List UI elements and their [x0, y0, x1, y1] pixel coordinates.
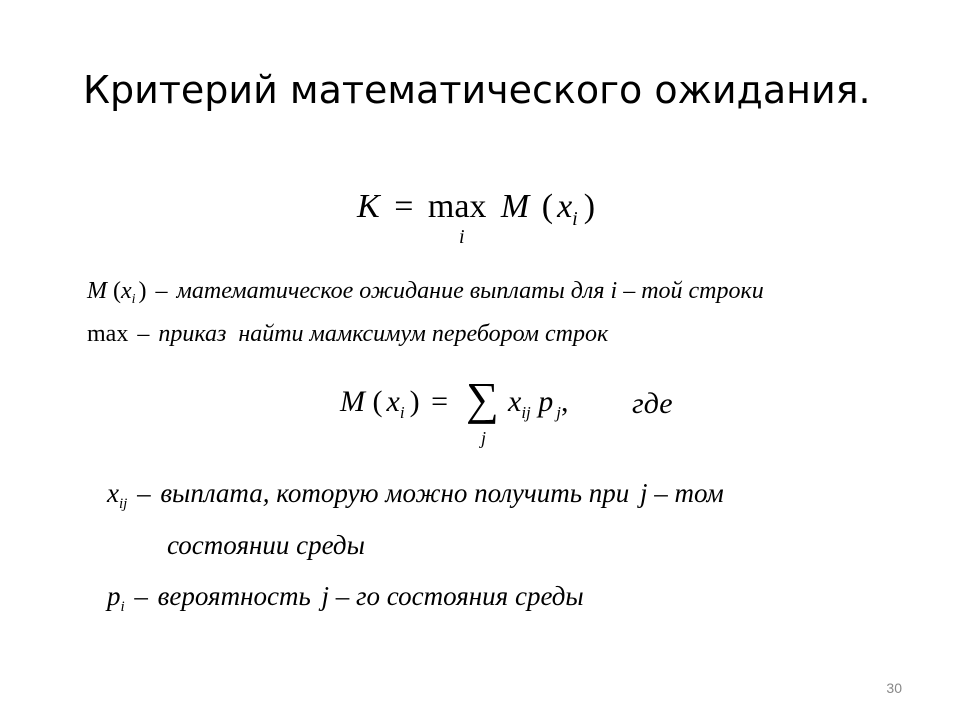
formula-x: x: [557, 188, 573, 225]
line1-m: M: [87, 278, 107, 304]
def1-text-c: состоянии среды: [167, 530, 365, 560]
page-number: 30: [886, 680, 902, 696]
definition-expectation-line: [87, 278, 764, 305]
line1-dash2: –: [623, 278, 636, 304]
def2-j: j: [321, 581, 329, 611]
def1-text-a: выплата, которую можно получить при: [160, 478, 630, 508]
line1-text-b: той строки: [641, 278, 764, 304]
formula2-rparen: ): [409, 385, 420, 418]
line2-dash: –: [137, 321, 150, 347]
summation-icon: ∑: [466, 373, 499, 424]
def1-j: j: [640, 478, 648, 508]
formula-max: max: [427, 188, 487, 225]
formula-max-subscript: i: [459, 226, 465, 248]
line1-rparen: ): [138, 278, 147, 304]
formula-k: K: [357, 188, 380, 225]
line1-lparen: (: [113, 278, 121, 304]
def2-text-b: го состояния среды: [356, 581, 584, 611]
def1-text-b: том: [674, 478, 724, 508]
def2-dash: –: [134, 581, 148, 611]
formula2-where: где: [632, 387, 673, 420]
line1-sub-i: i: [131, 292, 136, 307]
def1-sub-ij: ij: [118, 496, 128, 512]
formula2-p: p: [538, 385, 554, 418]
line1-dash: –: [155, 278, 168, 304]
def2-sub-i: i: [120, 599, 125, 615]
formula-max-expectation: [357, 188, 596, 230]
def1-dash2: –: [654, 478, 668, 508]
formula2-equals: =: [431, 385, 448, 418]
line2-max: max: [87, 321, 129, 347]
formula2-x: x: [386, 385, 400, 418]
formula2-comma: ,: [561, 385, 569, 418]
formula-sub-i: i: [572, 208, 578, 230]
summation-subscript: j: [481, 428, 487, 448]
def2-p: p: [107, 581, 121, 611]
def1-dash: –: [137, 478, 151, 508]
def1-x: x: [107, 478, 119, 508]
formula-m: M: [500, 188, 530, 225]
line1-text-a: математическое ожидание выплаты для: [176, 278, 605, 304]
formula2-lparen: (: [372, 385, 383, 418]
line2-text: приказ найти мамксимум перебором строк: [158, 321, 609, 347]
formula2-terms: [508, 385, 569, 422]
formula2-m: M: [340, 385, 365, 418]
line1-i: i: [610, 278, 618, 304]
formula-lparen: (: [541, 188, 554, 225]
formula2-sub-i: i: [399, 403, 405, 422]
definition-probability-line: [107, 581, 584, 615]
line1-x: x: [121, 278, 132, 304]
formula-expectation-sum: [340, 385, 452, 422]
def2-dash2: –: [335, 581, 350, 611]
formula-equals: =: [394, 188, 414, 225]
formula2-sub-j: j: [556, 403, 562, 422]
formula2-x2: x: [508, 385, 522, 418]
def2-text-a: вероятность: [157, 581, 311, 611]
definition-max-line: [87, 321, 608, 348]
formula2-sub-ij: ij: [521, 403, 531, 422]
slide-title: Критерий математического ожидания.: [83, 68, 871, 112]
formula-rparen: ): [583, 188, 596, 225]
definition-payout-line: [107, 478, 724, 512]
